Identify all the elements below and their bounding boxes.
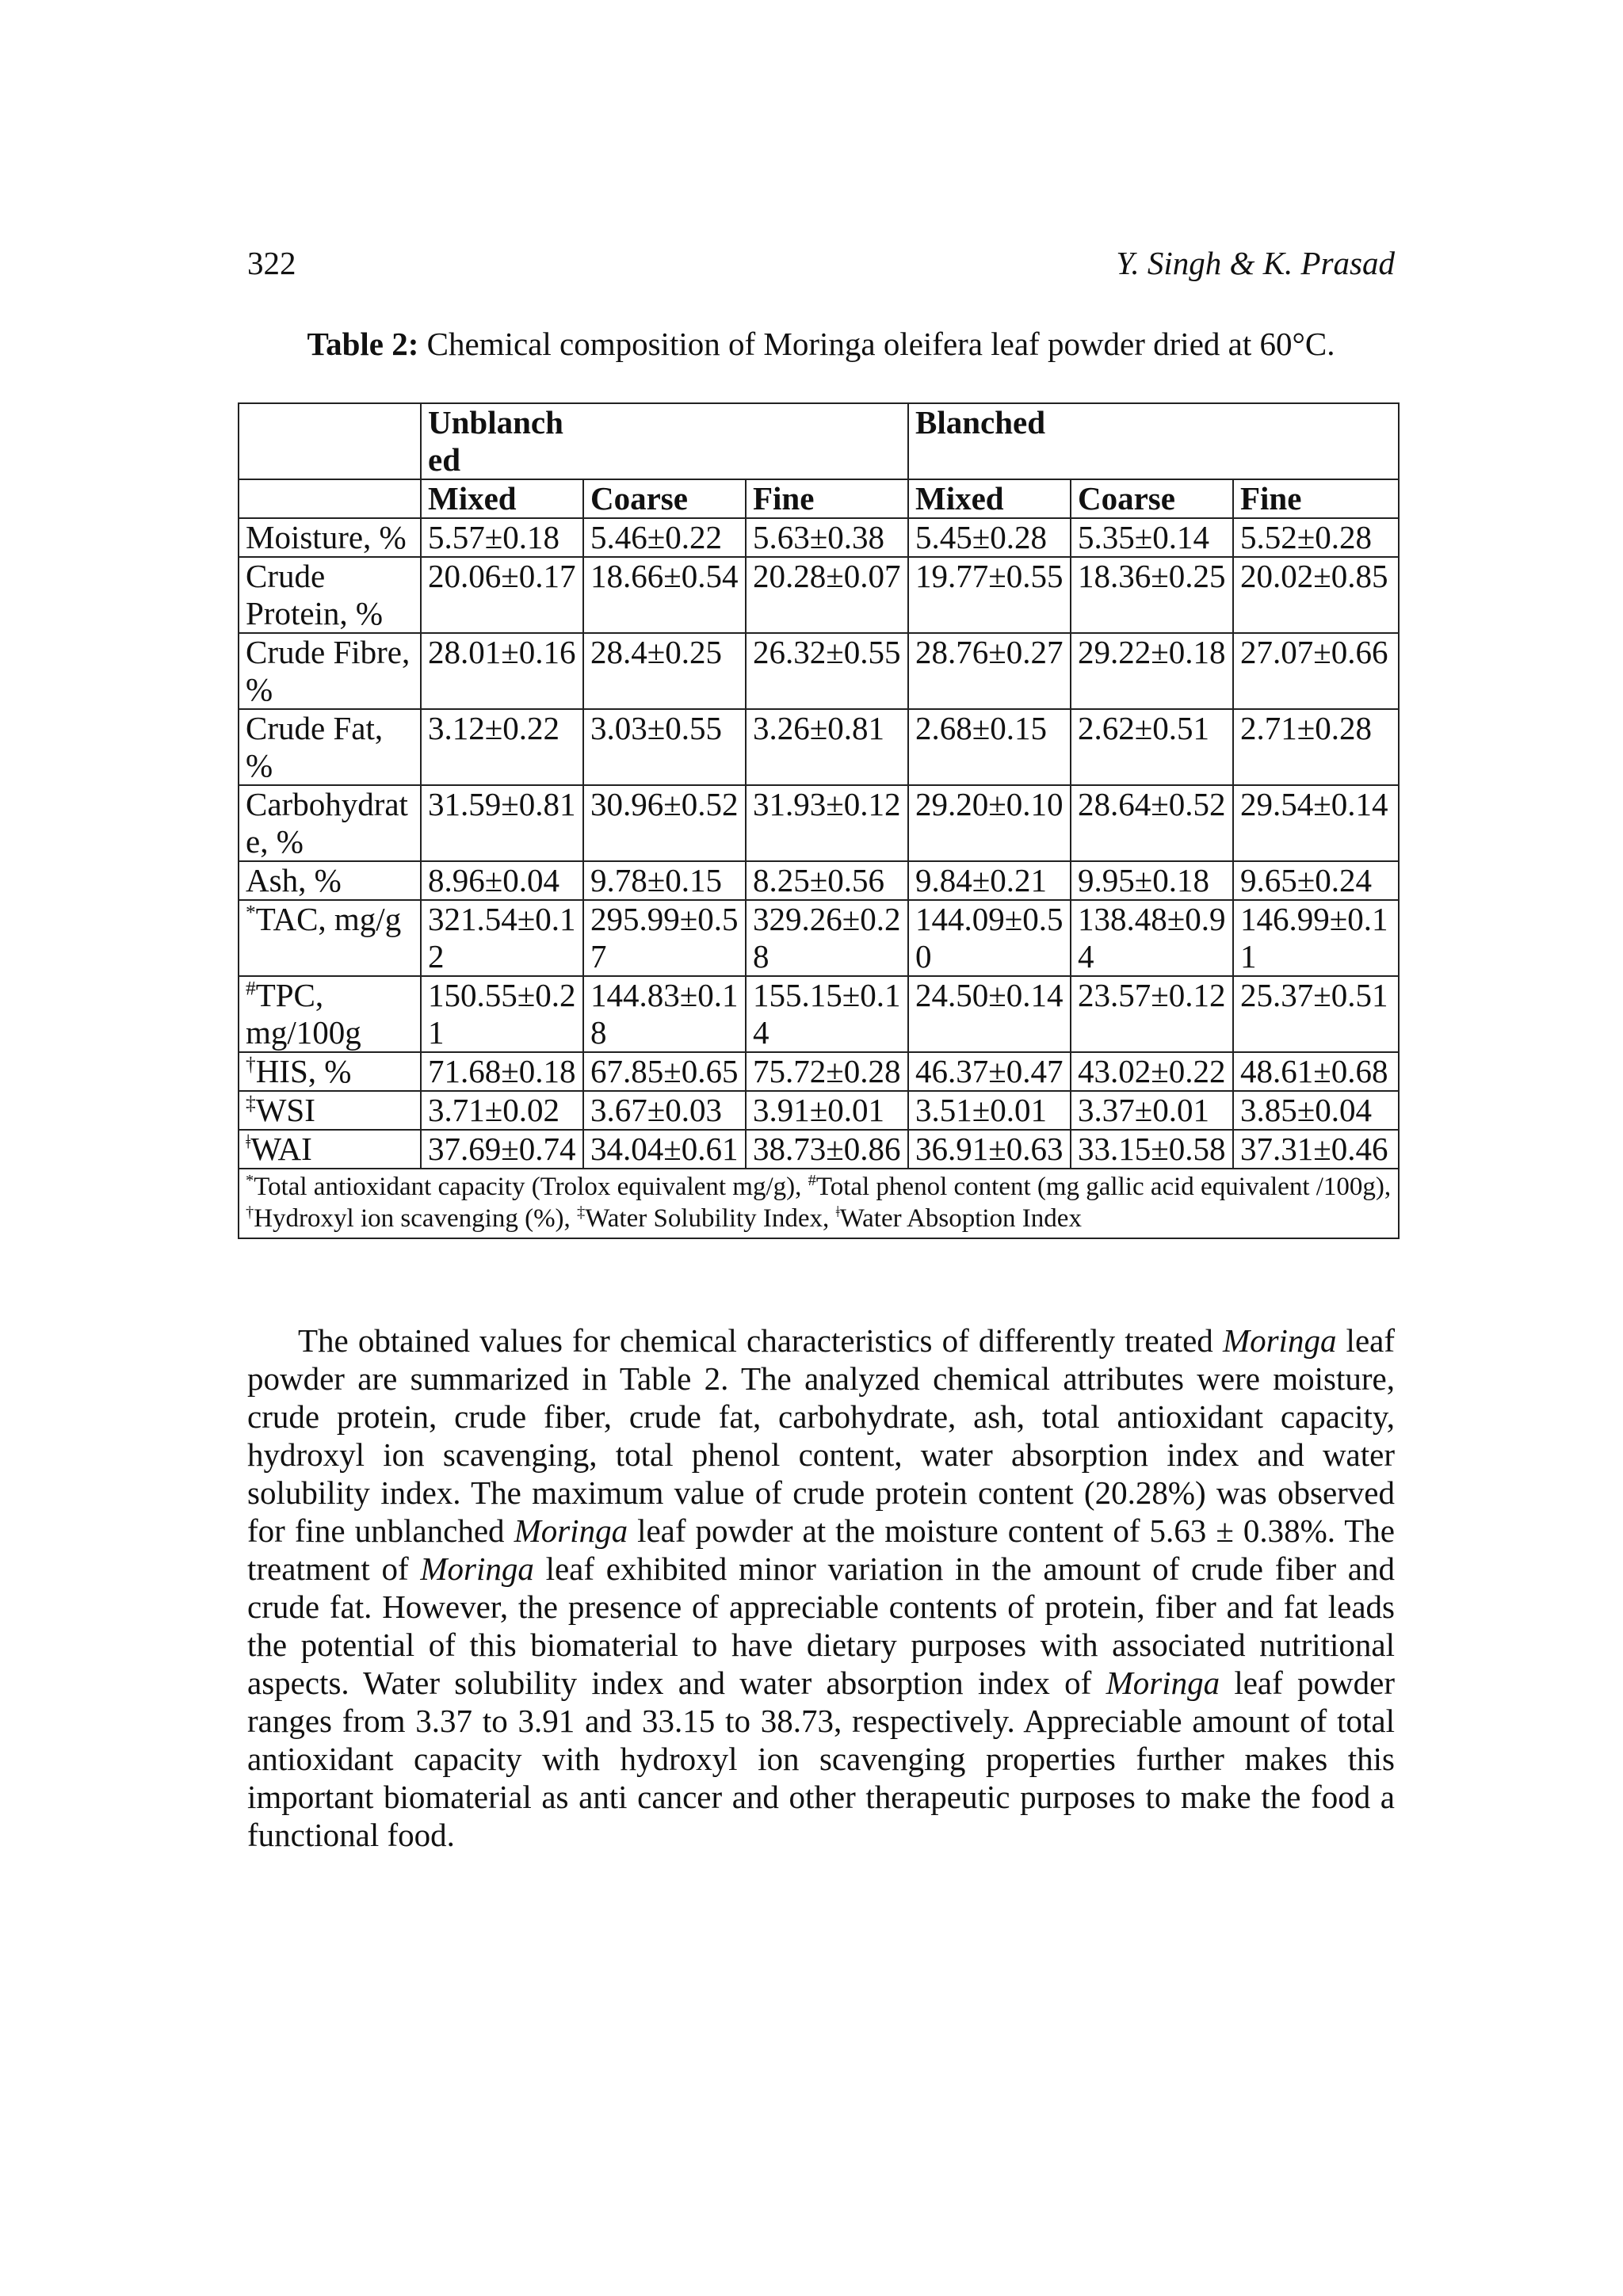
table-cell: 36.91±0.63 xyxy=(908,1130,1071,1169)
composition-table xyxy=(238,402,1400,1239)
table-cell: 321.54±0.12 xyxy=(421,900,583,976)
table-cell: 329.26±0.28 xyxy=(746,900,908,976)
table-cell: 67.85±0.65 xyxy=(583,1052,746,1091)
row-label-text: WSI xyxy=(255,1092,315,1128)
table-row xyxy=(239,1130,1399,1169)
table-row xyxy=(239,709,1399,785)
table-cell: 71.68±0.18 xyxy=(421,1052,583,1091)
group-header-blanched: Blanched xyxy=(908,403,1071,479)
footnote-mark: ‡ xyxy=(577,1203,586,1221)
row-label xyxy=(239,633,421,709)
table-caption-text: Chemical composition of Moringa oleifera leaf powder dried at 60°C. xyxy=(418,326,1335,362)
table-cell: 46.37±0.47 xyxy=(908,1052,1071,1091)
table-cell: 26.32±0.55 xyxy=(746,633,908,709)
table-cell: 37.69±0.74 xyxy=(421,1130,583,1169)
corner-cell xyxy=(239,479,421,518)
footnote-row xyxy=(239,1169,1399,1238)
row-label xyxy=(239,557,421,633)
table-caption-label: Table 2: xyxy=(307,326,419,362)
table-row xyxy=(239,900,1399,976)
table-cell: 2.62±0.51 xyxy=(1071,709,1233,785)
table-cell: 8.96±0.04 xyxy=(421,861,583,900)
table-cell: 3.03±0.55 xyxy=(583,709,746,785)
row-label-text: Carbohydrate, % xyxy=(246,786,408,860)
paragraph-text: leaf exhibited minor variation in the amount of crude fiber and crude fat. However, the presence of appreciable contents of protein, fiber and fat leads the potential of this biomaterial to have dietary purposes with associated nutritional aspects. Water solubility index and water absorption index of xyxy=(247,1550,1396,1701)
footnote-text: Water Absoption Index xyxy=(839,1204,1082,1233)
table-cell: 2.71±0.28 xyxy=(1233,709,1399,785)
footnote-mark: # xyxy=(246,977,256,1000)
table-cell: 29.22±0.18 xyxy=(1071,633,1233,709)
row-label-text: Crude Fat, % xyxy=(246,710,384,784)
table-cell: 37.31±0.46 xyxy=(1233,1130,1399,1169)
table-cell: 9.95±0.18 xyxy=(1071,861,1233,900)
row-label xyxy=(239,976,421,1052)
group-header-blanched-span xyxy=(1071,403,1399,479)
corner-cell xyxy=(239,403,421,479)
table-cell: 43.02±0.22 xyxy=(1071,1052,1233,1091)
table-cell: 138.48±0.94 xyxy=(1071,900,1233,976)
table-cell: 3.91±0.01 xyxy=(746,1091,908,1130)
table-cell: 9.78±0.15 xyxy=(583,861,746,900)
table-cell: 8.25±0.56 xyxy=(746,861,908,900)
footnote-mark: ǂ xyxy=(835,1203,840,1221)
table-cell: 18.36±0.25 xyxy=(1071,557,1233,633)
table-cell: 3.71±0.02 xyxy=(421,1091,583,1130)
table-row xyxy=(239,1091,1399,1130)
paragraph-text: The obtained values for chemical characteristics of differently treated xyxy=(298,1322,1223,1359)
table-cell: 31.59±0.81 xyxy=(421,785,583,861)
group-header-unblanched: Unblanched xyxy=(421,403,583,479)
body-paragraph xyxy=(247,1322,1395,1854)
paragraph-text: leaf powder at the moisture content of 5.63 ± 0.38%. The treatment of xyxy=(247,1512,1395,1587)
footnote-text: Total antioxidant capacity (Trolox equivalent mg/g), xyxy=(254,1173,808,1201)
running-header xyxy=(247,244,1395,292)
table-cell: 5.63±0.38 xyxy=(746,518,908,557)
column-header: Coarse xyxy=(583,479,746,518)
table-cell: 33.15±0.58 xyxy=(1071,1130,1233,1169)
table-cell: 30.96±0.52 xyxy=(583,785,746,861)
table-row xyxy=(239,518,1399,557)
row-label xyxy=(239,900,421,976)
table-cell: 3.26±0.81 xyxy=(746,709,908,785)
column-header: Mixed xyxy=(908,479,1071,518)
row-label xyxy=(239,709,421,785)
table-cell: 28.01±0.16 xyxy=(421,633,583,709)
table-footnote xyxy=(239,1169,1399,1238)
footnote-mark: ‡ xyxy=(246,1092,256,1115)
footnote-mark: ǂ xyxy=(246,1131,251,1154)
table-cell: 18.66±0.54 xyxy=(583,557,746,633)
table-cell: 5.35±0.14 xyxy=(1071,518,1233,557)
table-cell: 19.77±0.55 xyxy=(908,557,1071,633)
table-cell: 24.50±0.14 xyxy=(908,976,1071,1052)
table-cell: 28.76±0.27 xyxy=(908,633,1071,709)
row-label-text: Crude Fibre, % xyxy=(246,634,411,707)
table-row xyxy=(239,861,1399,900)
table-cell: 29.20±0.10 xyxy=(908,785,1071,861)
footnote-mark: * xyxy=(246,1172,254,1189)
table-cell: 144.09±0.50 xyxy=(908,900,1071,976)
row-label-text: Ash, % xyxy=(246,862,342,898)
footnote-text: Water Solubility Index, xyxy=(585,1204,836,1233)
table-row xyxy=(239,1052,1399,1091)
table-cell: 34.04±0.61 xyxy=(583,1130,746,1169)
footnote-mark: † xyxy=(246,1053,256,1076)
row-label xyxy=(239,518,421,557)
table-cell: 31.93±0.12 xyxy=(746,785,908,861)
table-cell: 5.45±0.28 xyxy=(908,518,1071,557)
row-label xyxy=(239,1130,421,1169)
footnote-text: Hydroxyl ion scavenging (%), xyxy=(254,1204,578,1233)
species-name: Moringa xyxy=(1106,1665,1220,1701)
table-cell: 5.46±0.22 xyxy=(583,518,746,557)
footnote-mark: * xyxy=(246,901,256,924)
table-cell: 20.06±0.17 xyxy=(421,557,583,633)
table-cell: 28.4±0.25 xyxy=(583,633,746,709)
row-label-text: WAI xyxy=(250,1131,312,1167)
row-label-text: HIS, % xyxy=(255,1053,352,1089)
table-cell: 2.68±0.15 xyxy=(908,709,1071,785)
paragraph-text: leaf powder ranges from 3.37 to 3.91 and 33.15 to 38.73, respectively. Appreciable amount of total antioxidant capacity with hydroxyl ion scavenging properties further makes this important biomaterial as anti cancer and other therapeutic purposes to make the food a functional food. xyxy=(247,1665,1395,1853)
species-name: Moringa xyxy=(1222,1322,1337,1359)
table-cell: 3.37±0.01 xyxy=(1071,1091,1233,1130)
column-header-row xyxy=(239,479,1399,518)
row-label xyxy=(239,861,421,900)
table-cell: 5.57±0.18 xyxy=(421,518,583,557)
table-cell: 144.83±0.18 xyxy=(583,976,746,1052)
row-label-text: Crude Protein, % xyxy=(246,558,384,631)
table-cell: 28.64±0.52 xyxy=(1071,785,1233,861)
species-name: Moringa xyxy=(420,1550,534,1587)
table-cell: 23.57±0.12 xyxy=(1071,976,1233,1052)
table-cell: 20.28±0.07 xyxy=(746,557,908,633)
footnote-mark: # xyxy=(808,1172,816,1189)
column-header: Fine xyxy=(1233,479,1399,518)
table-caption xyxy=(247,325,1395,363)
paragraph-text: leaf powder are summarized in Table 2. The analyzed chemical attributes were moisture, crude protein, crude fiber, crude fat, carbohydrate, ash, total antioxidant capacity, hydroxyl ion scavenging, total phenol content, water absorption index and water solubility index. The maximum value of crude protein content (20.28%) was observed for fine unblanched xyxy=(247,1322,1395,1549)
table-cell: 3.51±0.01 xyxy=(908,1091,1071,1130)
running-head-authors: Y. Singh & K. Prasad xyxy=(1116,245,1395,281)
table-row xyxy=(239,976,1399,1052)
table-cell: 75.72±0.28 xyxy=(746,1052,908,1091)
column-header: Fine xyxy=(746,479,908,518)
table-cell: 9.65±0.24 xyxy=(1233,861,1399,900)
table-cell: 295.99±0.57 xyxy=(583,900,746,976)
table-cell: 150.55±0.21 xyxy=(421,976,583,1052)
table-cell: 9.84±0.21 xyxy=(908,861,1071,900)
table-cell: 155.15±0.14 xyxy=(746,976,908,1052)
footnote-text: Total phenol content (mg gallic acid equivalent /100g), xyxy=(815,1173,1392,1201)
row-label xyxy=(239,1091,421,1130)
group-header-row xyxy=(239,403,1399,479)
table-cell: 3.67±0.03 xyxy=(583,1091,746,1130)
column-header: Coarse xyxy=(1071,479,1233,518)
table-cell: 3.85±0.04 xyxy=(1233,1091,1399,1130)
footnote-mark: † xyxy=(246,1203,254,1221)
group-header-unblanched-span xyxy=(583,403,908,479)
table-cell: 20.02±0.85 xyxy=(1233,557,1399,633)
table-cell: 29.54±0.14 xyxy=(1233,785,1399,861)
species-name: Moringa xyxy=(514,1512,628,1549)
table-row xyxy=(239,557,1399,633)
row-label xyxy=(239,785,421,861)
table-row xyxy=(239,633,1399,709)
row-label-text: Moisture, % xyxy=(246,519,407,555)
page-number: 322 xyxy=(247,245,296,281)
column-header: Mixed xyxy=(421,479,583,518)
row-label-text: TAC, mg/g xyxy=(255,901,402,937)
table-cell: 48.61±0.68 xyxy=(1233,1052,1399,1091)
table-cell: 27.07±0.66 xyxy=(1233,633,1399,709)
row-label xyxy=(239,1052,421,1091)
table-cell: 5.52±0.28 xyxy=(1233,518,1399,557)
table-cell: 3.12±0.22 xyxy=(421,709,583,785)
table-row xyxy=(239,785,1399,861)
table-cell: 146.99±0.11 xyxy=(1233,900,1399,976)
row-label-text: TPC, mg/100g xyxy=(246,977,361,1051)
table-cell: 38.73±0.86 xyxy=(746,1130,908,1169)
table-cell: 25.37±0.51 xyxy=(1233,976,1399,1052)
